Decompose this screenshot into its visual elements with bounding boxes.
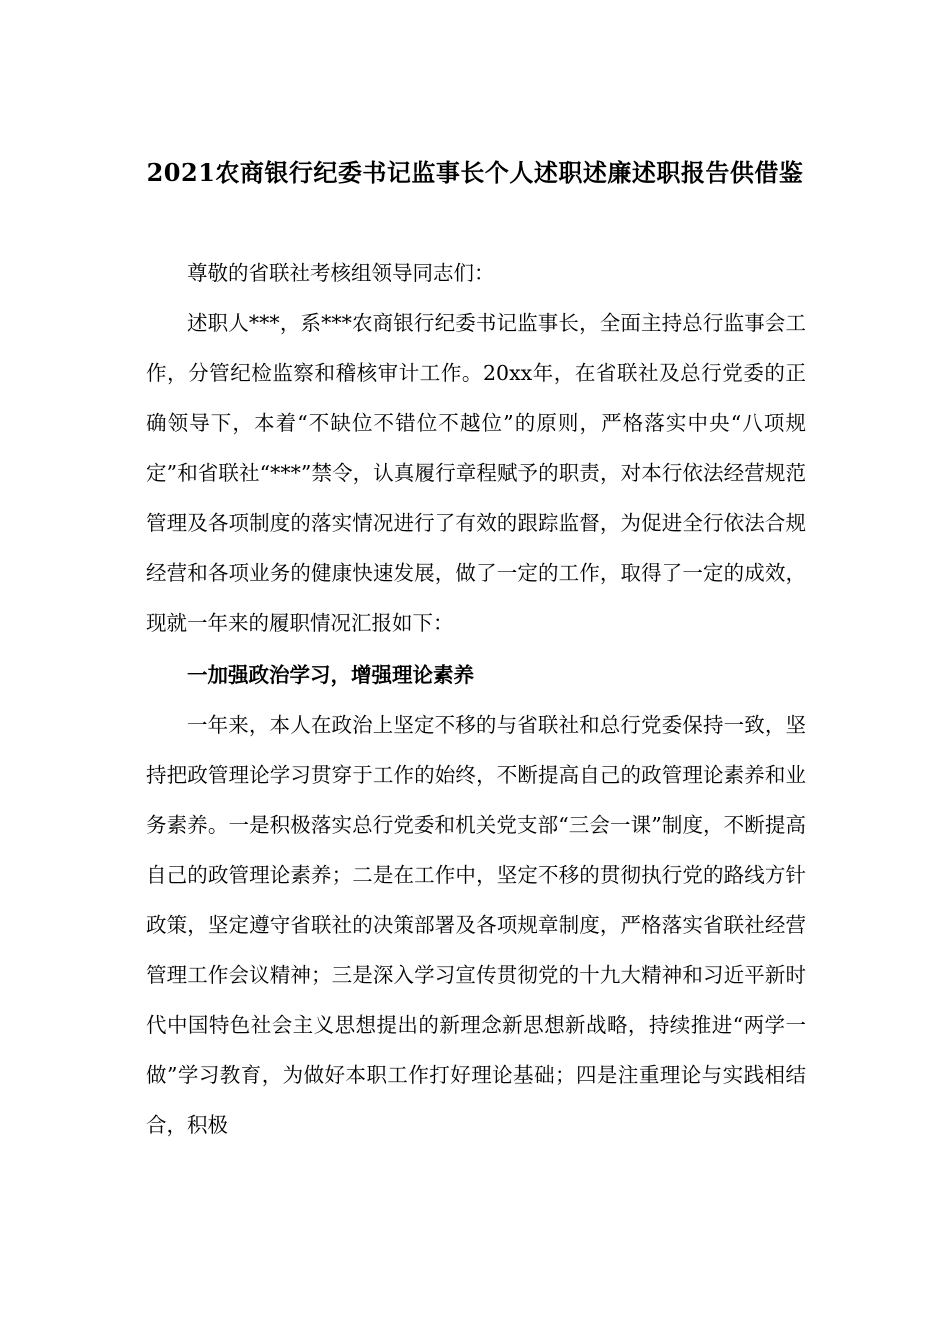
section-paragraph: 一年来，本人在政治上坚定不移的与省联社和总行党委保持一致，坚持把政管理论学习贯穿于工作的始终，不断提高自己的政管理论素养和业务素养。一是积极落实总行党委和机关党支部“三会一课”制度，不断提高自己的政管理论素养；二是在工作中，坚定不移的贯彻执行党的路线方针政策，坚定遵守省联社的决策部署及各项规章制度，严格落实省联社经营管理工作会议精神；三是深入学习宣传贯彻党的十九大精神和习近平新时代中国特色社会主义思想提出的新理念新思想新战略，持续推进“两学一做”学习教育，为做好本职工作打好理论基础；四是注重理论与实践相结合，积极 — [146, 713, 806, 1137]
salutation: 尊敬的省联社考核组领导同志们： — [187, 261, 495, 285]
section-heading: 一加强政治学习，增强理论素养 — [187, 663, 474, 687]
document-title: 2021农商银行纪委书记监事长个人述职述廉述职报告供借鉴 — [146, 158, 804, 187]
document-body — [146, 248, 806, 1150]
intro-paragraph: 述职人***，系***农商银行纪委书记监事长，全面主持总行监事会工作，分管纪检监察和稽核审计工作。20xx年，在省联社及总行党委的正确领导下，本着“不缺位不错位不越位”的原则，严格落实中央“八项规定”和省联社“***”禁令，认真履行章程赋予的职责，对本行依法经营规范管理及各项制度的落实情况进行了有效的跟踪监督，为促进全行依法合规经营和各项业务的健康快速发展，做了一定的工作，取得了一定的成效，现就一年来的履职情况汇报如下： — [146, 311, 806, 635]
